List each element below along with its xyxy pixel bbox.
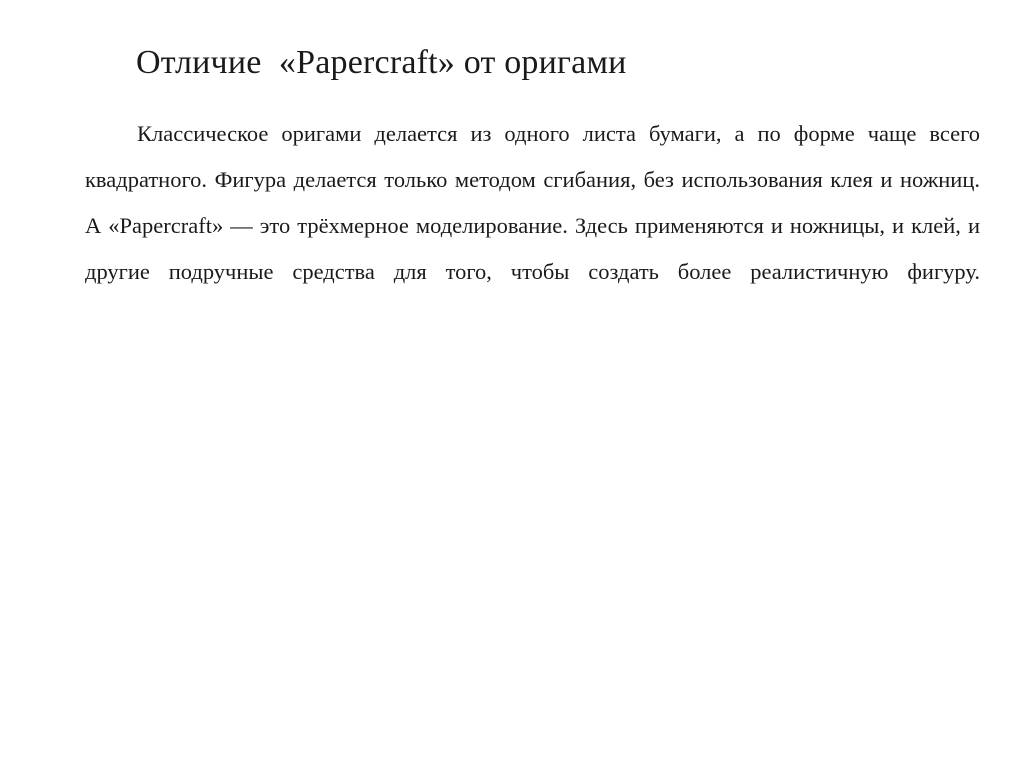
page-title: Отличие «Papercraft» от оригами bbox=[136, 44, 627, 81]
body-paragraph-text: Классическое оригами делается из одного листа бумаги, а по форме чаще всего квадратного. Фигура делается только методом сгибания, без использования клея и ножниц. А «Papercraft» — это трёхмерное моделирование. Здесь применяются и ножницы, и клей, и другие подручные средства для того, чтобы создать более реалистичную фигуру. bbox=[85, 121, 980, 284]
body-paragraph bbox=[85, 111, 980, 295]
